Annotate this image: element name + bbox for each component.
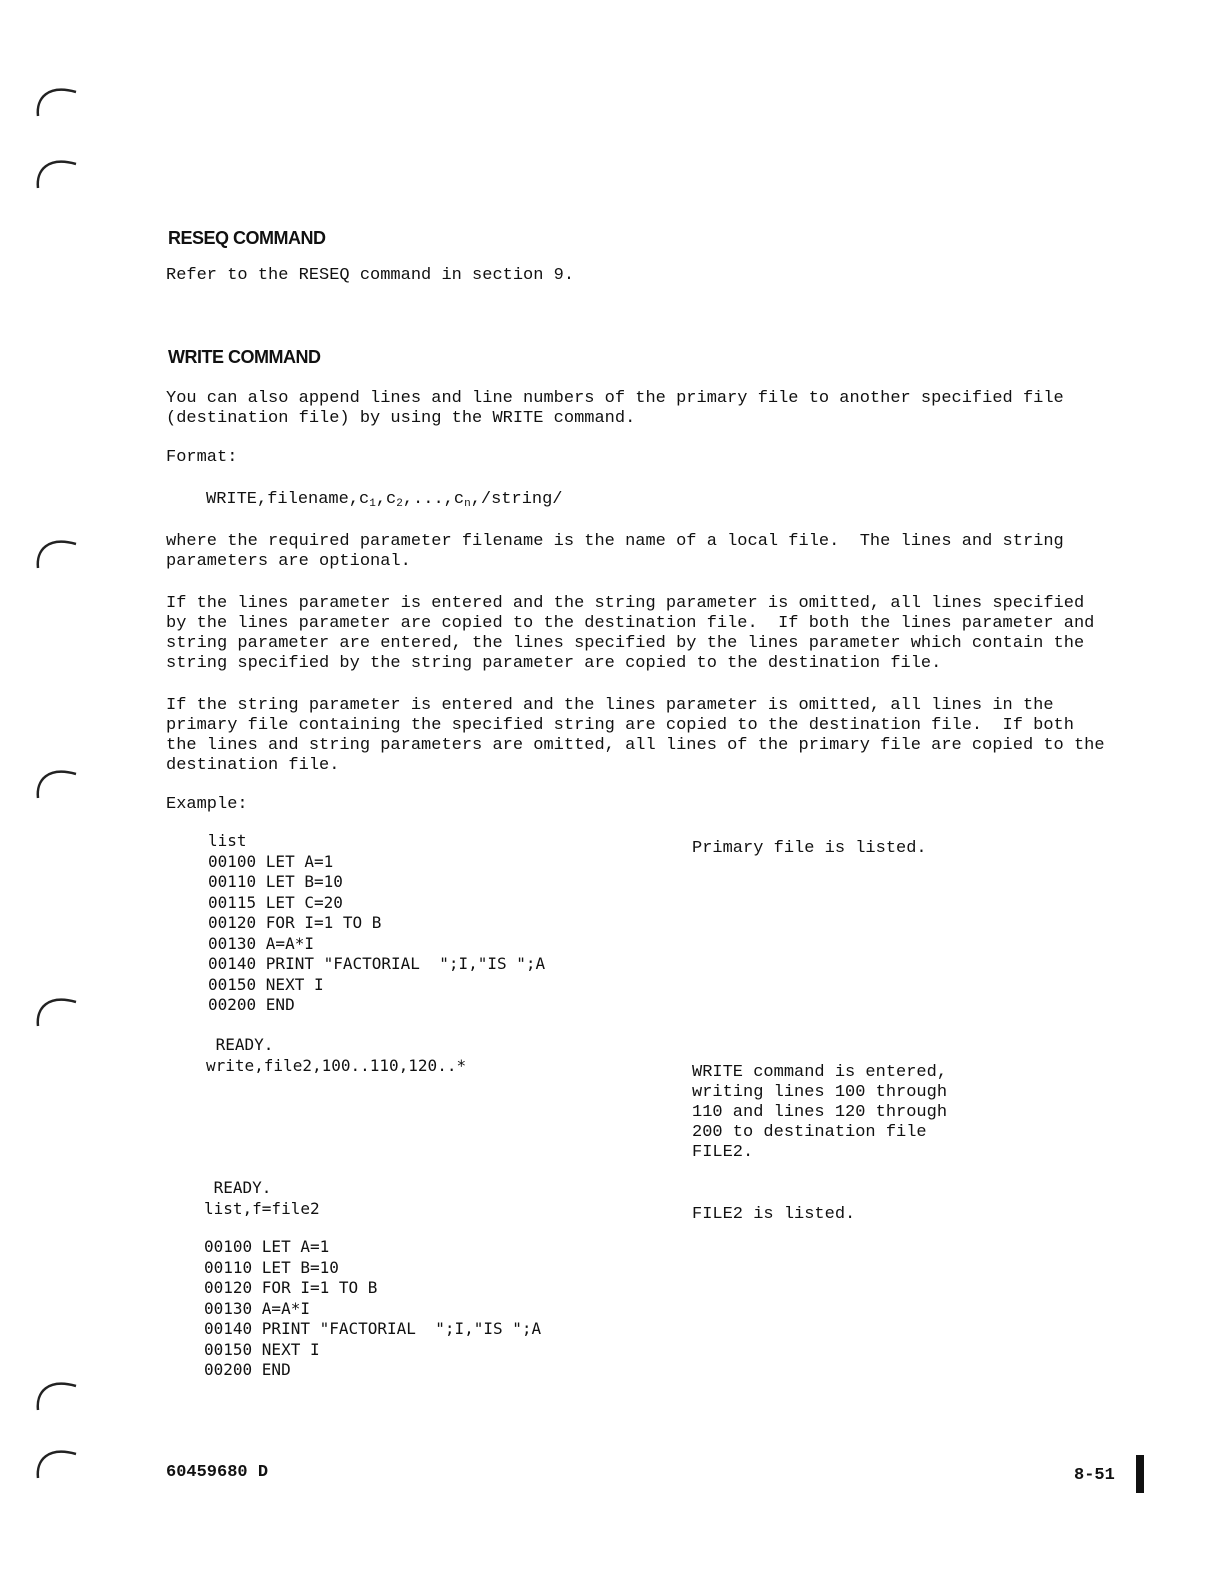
- write-intro: You can also append lines and line numbers of the primary file to another specified file (destination file) by using the WRITE command.: [166, 389, 1064, 428]
- binder-hole-mark: [30, 1440, 80, 1480]
- write-heading: WRITE COMMAND: [168, 347, 321, 367]
- example-list-command: READY. list,f=file2: [204, 1178, 320, 1218]
- page-number: 8-51: [1074, 1466, 1115, 1485]
- binder-hole-mark: [30, 760, 80, 800]
- lines-parameter-paragraph: If the lines parameter is entered and the string parameter is omitted, all lines specified by the lines parameter are copied to the destination file. If both the lines parameter and string parameter are entered, the lines specified by the lines parameter which contain the string specified by the string parameter are copied to the destination file.: [166, 594, 1095, 673]
- example-write-command: READY. write,file2,100..110,120..*: [206, 1035, 467, 1075]
- binder-hole-mark: [30, 988, 80, 1028]
- binder-hole-mark: [30, 150, 80, 190]
- format-sub-n: n: [464, 498, 471, 510]
- format-prefix: WRITE,filename,c: [206, 490, 370, 509]
- format-sub-2: 2: [396, 498, 403, 510]
- note-write-command: WRITE command is entered, writing lines 100 through 110 and lines 120 through 200 to destination file FILE2.: [692, 1063, 948, 1162]
- example-file2-listing: 00100 LET A=1 00110 LET B=10 00120 FOR I=1 TO B 00130 A=A*I 00140 PRINT "FACTORIAL ";I,"IS ";A 00150 NEXT I 00200 END: [204, 1237, 542, 1379]
- example-primary-listing: list 00100 LET A=1 00110 LET B=10 00115 LET C=20 00120 FOR I=1 TO B 00130 A=A*I 00140 PRINT "FACTORIAL ";I,"IS ";A 00150 NEXT I 00200 END: [208, 831, 546, 1014]
- note-primary-file: Primary file is listed.: [692, 839, 927, 858]
- format-sep-1: ,c: [375, 490, 397, 509]
- binder-hole-mark: [30, 530, 80, 570]
- format-syntax: [206, 490, 563, 510]
- example-label: Example:: [166, 795, 248, 814]
- document-number: 60459680 D: [166, 1463, 269, 1482]
- note-file2-listed: FILE2 is listed.: [692, 1205, 856, 1224]
- reseq-text: Refer to the RESEQ command in section 9.: [166, 266, 575, 285]
- parameters-paragraph: where the required parameter filename is the name of a local file. The lines and string parameters are optional.: [166, 532, 1064, 571]
- change-bar: [1136, 1455, 1144, 1493]
- reseq-heading: RESEQ COMMAND: [168, 228, 326, 248]
- binder-hole-mark: [30, 78, 80, 118]
- binder-hole-mark: [30, 1372, 80, 1412]
- format-mid: ,...,c: [402, 490, 465, 509]
- format-sub-1: 1: [369, 498, 376, 510]
- format-label: Format:: [166, 448, 238, 467]
- format-suffix: ,/string/: [470, 490, 563, 509]
- string-parameter-paragraph: If the string parameter is entered and the lines parameter is omitted, all lines in the primary file containing the specified string are copied to the destination file. If both the lines and string parameters are omitted, all lines of the primary file are copied to the destination file.: [166, 696, 1105, 775]
